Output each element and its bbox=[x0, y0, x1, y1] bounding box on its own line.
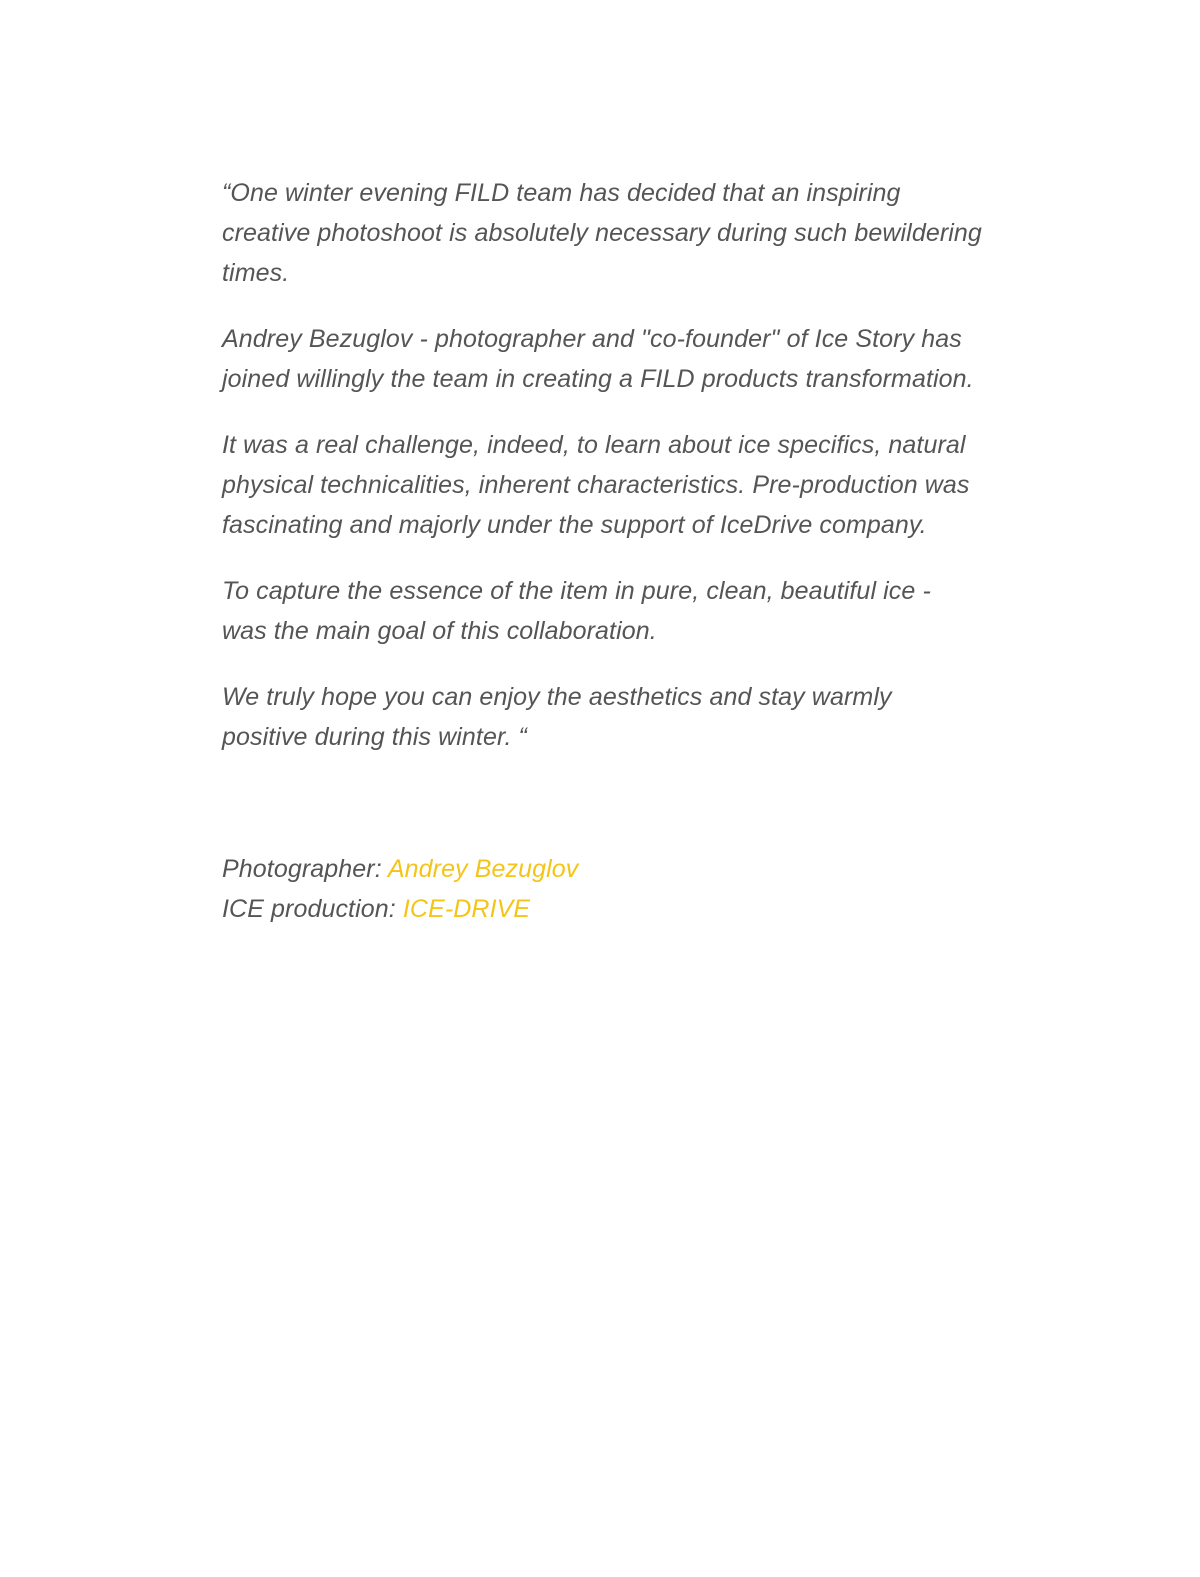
photographer-link[interactable]: Andrey Bezuglov bbox=[387, 855, 579, 883]
photographer-label: Photographer: bbox=[222, 855, 382, 883]
credits-block bbox=[222, 849, 982, 929]
production-label: ICE production: bbox=[222, 895, 396, 923]
quote-paragraph-1: “One winter evening FILD team has decided that an inspiring creative photoshoot is absolutely necessary during such bewildering times. bbox=[222, 179, 982, 287]
production-link[interactable]: ICE-DRIVE bbox=[402, 895, 531, 923]
article-body bbox=[222, 173, 982, 929]
production-credit bbox=[222, 889, 982, 929]
quote-paragraph-5: We truly hope you can enjoy the aesthetics and stay warmly positive during this winter. “ bbox=[222, 683, 892, 751]
quote-paragraph-2: Andrey Bezuglov - photographer and "co-founder" of Ice Story has joined willingly the team in creating a FILD products transformation. bbox=[222, 325, 974, 393]
photographer-credit bbox=[222, 849, 982, 889]
quote-paragraph-4: To capture the essence of the item in pure, clean, beautiful ice - was the main goal of this collaboration. bbox=[222, 577, 931, 645]
quote-paragraph-3: It was a real challenge, indeed, to learn about ice specifics, natural physical technicalities, inherent characteristics. Pre-production was fascinating and majorly under the support of IceDrive company. bbox=[222, 431, 970, 539]
